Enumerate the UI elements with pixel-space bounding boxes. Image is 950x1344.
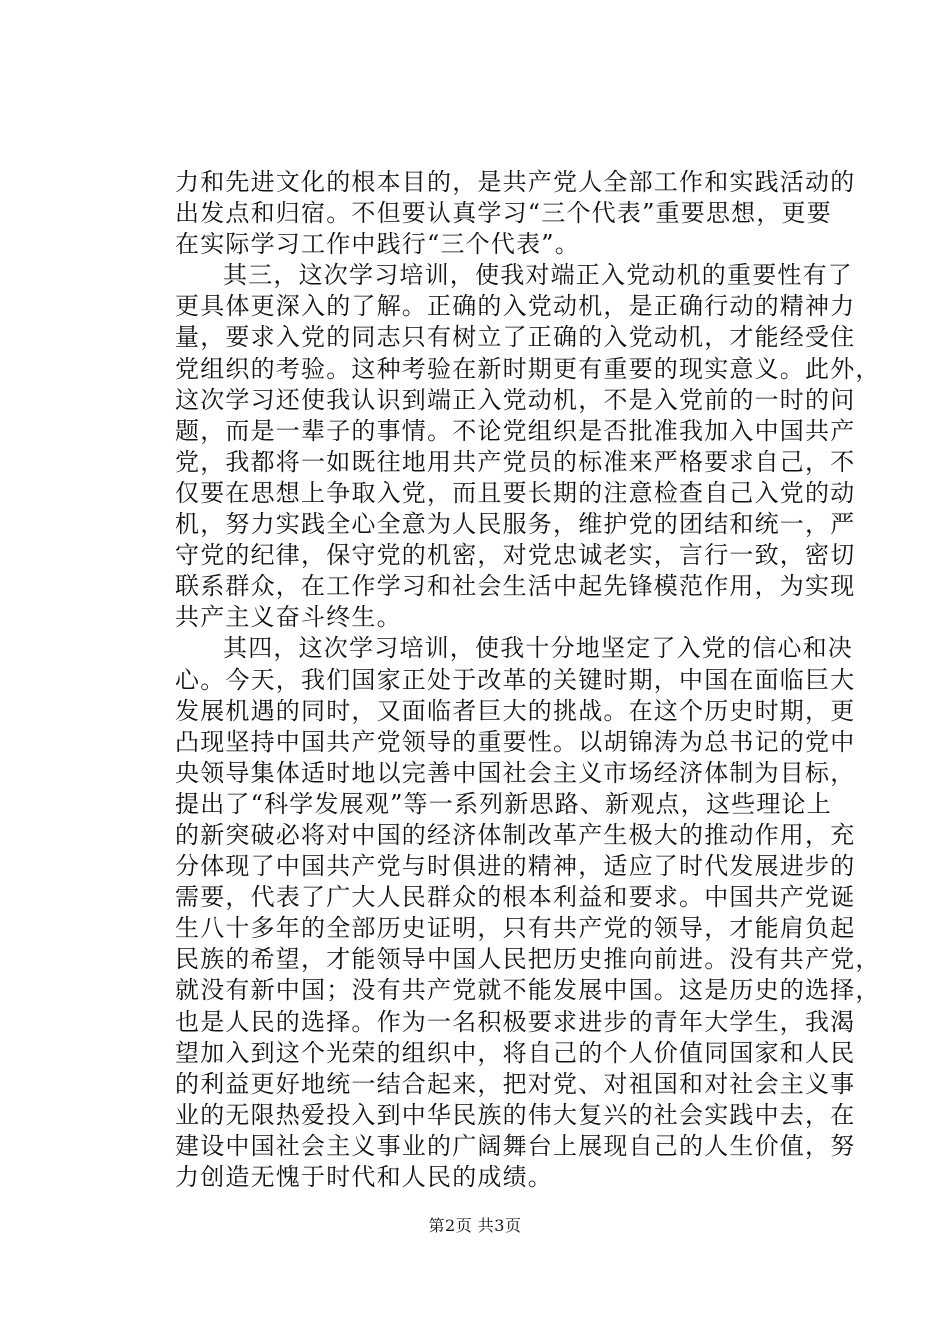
text-line: 题，而是一辈子的事情。不论党组织是否批准我加入中国共产 — [175, 416, 856, 445]
text-line: 联系群众，在工作学习和社会生活中起先锋模范作用，为实现 — [175, 572, 856, 601]
text-line: 生八十多年的全部历史证明，只有共产党的领导，才能肩负起 — [175, 914, 856, 943]
document-body — [175, 167, 881, 1193]
text-line: 央领导集体适时地以完善中国社会主义市场经济体制为目标， — [175, 758, 856, 787]
text-line: 在实际学习工作中践行“三个代表”。 — [175, 230, 580, 259]
text-line: 更具体更深入的了解。正确的入党动机，是正确行动的精神力 — [175, 292, 856, 321]
text-line: 的利益更好地统一结合起来，把对党、对祖国和对社会主义事 — [175, 1069, 856, 1098]
text-line: 需要，代表了广大人民群众的根本利益和要求。中国共产党诞 — [175, 883, 856, 912]
text-line: 民族的希望，才能领导中国人民把历史推向前进。没有共产党， — [175, 945, 881, 974]
page-number-footer: 第2页 共3页 — [428, 1216, 522, 1235]
text-line: 的新突破必将对中国的经济体制改革产生极大的推动作用，充 — [175, 820, 856, 849]
text-line: 分体现了中国共产党与时俱进的精神，适应了时代发展进步的 — [175, 852, 856, 881]
text-line: 就没有新中国；没有共产党就不能发展中国。这是历史的选择， — [175, 976, 881, 1005]
text-line: 建设中国社会主义事业的广阔舞台上展现自己的人生价值，努 — [175, 1131, 856, 1160]
text-line: 党，我都将一如既往地用共产党员的标准来严格要求自己，不 — [175, 447, 856, 476]
text-line: 这次学习还使我认识到端正入党动机，不是入党前的一时的问 — [175, 385, 856, 414]
text-line: 量，要求入党的同志只有树立了正确的入党动机，才能经受住 — [175, 323, 856, 352]
paragraph-start-line: 其四，这次学习培训，使我十分地坚定了入党的信心和决 — [223, 634, 853, 663]
text-line: 党组织的考验。这种考验在新时期更有重要的现实意义。此外， — [175, 354, 881, 383]
text-line: 仅要在思想上争取入党，而且要长期的注意检查自己入党的动 — [175, 478, 856, 507]
text-line: 守党的纪律，保守党的机密，对党忠诚老实，言行一致，密切 — [175, 541, 856, 570]
text-line: 业的无限热爱投入到中华民族的伟大复兴的社会实践中去，在 — [175, 1100, 856, 1129]
text-line: 共产主义奋斗终生。 — [175, 603, 402, 632]
text-line: 机，努力实践全心全意为人民服务，维护党的团结和统一，严 — [175, 510, 856, 539]
text-line: 望加入到这个光荣的组织中，将自己的个人价值同国家和人民 — [175, 1038, 856, 1067]
text-line: 也是人民的选择。作为一名积极要求进步的青年大学生，我渴 — [175, 1007, 856, 1036]
text-line: 发展机遇的同时，又面临者巨大的挑战。在这个历史时期，更 — [175, 696, 856, 725]
paragraph-start-line: 其三，这次学习培训，使我对端正入党动机的重要性有了 — [223, 261, 853, 290]
text-line: 力创造无愧于时代和人民的成绩。 — [175, 1163, 553, 1191]
text-line: 出发点和归宿。不但要认真学习“三个代表”重要思想，更要 — [175, 199, 832, 228]
text-line: 力和先进文化的根本目的，是共产党人全部工作和实践活动的 — [175, 168, 856, 196]
text-line: 提出了“科学发展观”等一系列新思路、新观点，这些理论上 — [175, 789, 832, 818]
text-line: 心。今天，我们国家正处于改革的关键时期，中国在面临巨大 — [175, 665, 856, 694]
text-line: 凸现坚持中国共产党领导的重要性。以胡锦涛为总书记的党中 — [175, 727, 856, 756]
